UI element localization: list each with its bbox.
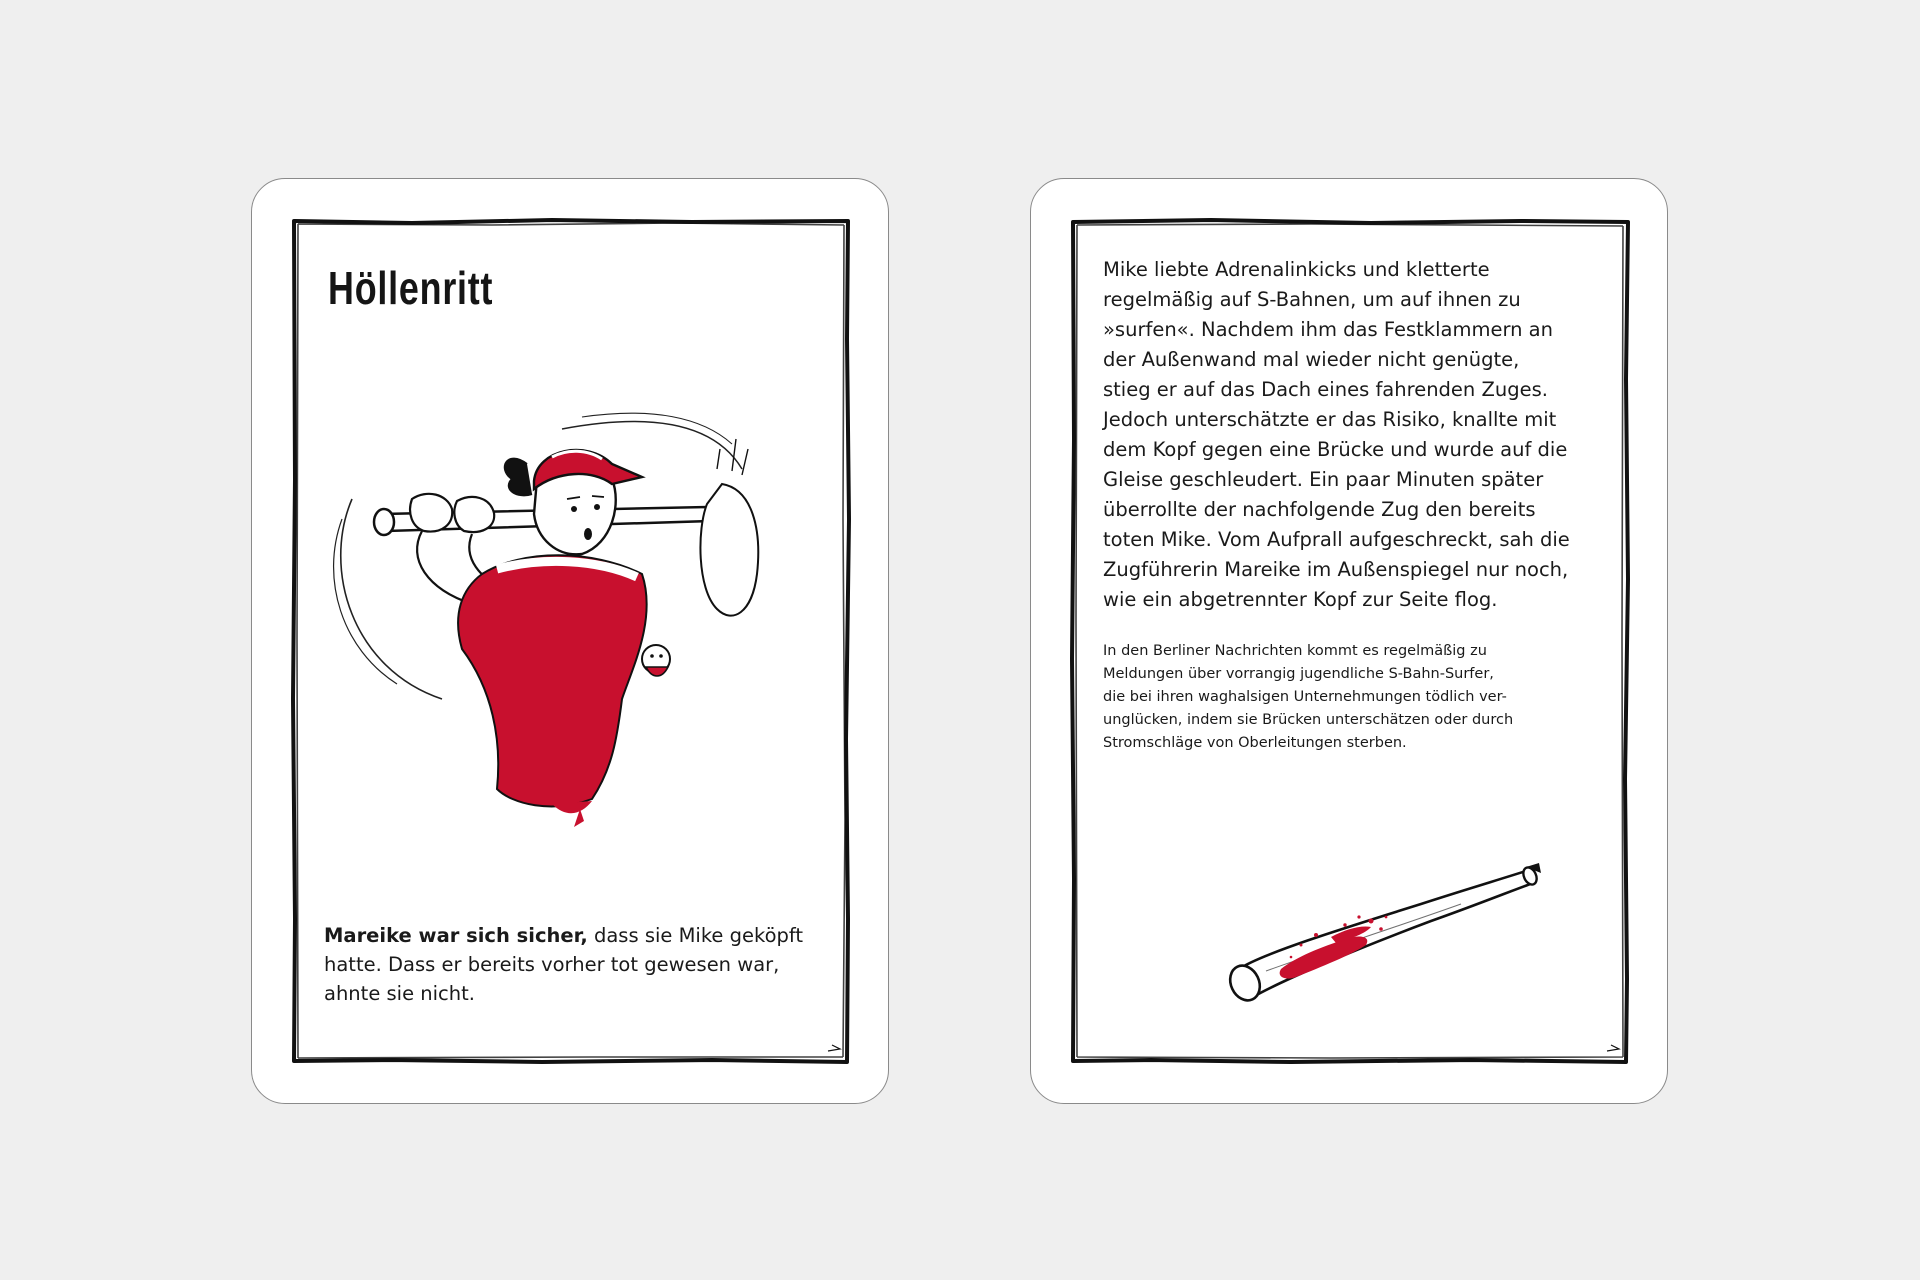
note-line: Meldungen über vorrangig jugendliche S-Bahn-Surfer,	[1103, 666, 1494, 682]
story-text	[1103, 255, 1613, 615]
note-line: Stromschläge von Oberleitungen sterben.	[1103, 735, 1407, 751]
caption-text: dass sie Mike geköpft hatte. Dass er bereits vorher tot gewesen war, ahnte sie nicht.	[324, 924, 804, 1005]
caption-bold: Mareike war sich sicher,	[324, 924, 588, 947]
note-line: In den Berliner Nachrichten kommt es regelmäßig zu	[1103, 643, 1487, 659]
front-card-frame	[292, 219, 850, 1063]
note-line: die bei ihren waghalsigen Unternehmungen tödlich ver-	[1103, 689, 1507, 705]
card-caption	[324, 921, 824, 1008]
baseball-batter-illustration-icon	[312, 409, 832, 839]
story-line: toten Mike. Vom Aufprall aufgeschreckt, sah die	[1103, 528, 1570, 551]
note-line: unglücken, indem sie Brücken unterschätzen oder durch	[1103, 712, 1514, 728]
back-card	[1030, 178, 1668, 1104]
story-line: regelmäßig auf S-Bahnen, um auf ihnen zu	[1103, 288, 1521, 311]
story-line: der Außenwand mal wieder nicht genügte,	[1103, 348, 1520, 371]
story-line: »surfen«. Nachdem ihm das Festklammern an	[1103, 318, 1553, 341]
story-line: stieg er auf das Dach eines fahrenden Zuges.	[1103, 378, 1548, 401]
front-card	[251, 178, 889, 1104]
story-line: Mike liebte Adrenalinkicks und kletterte	[1103, 258, 1490, 281]
card-title: Höllenritt	[328, 262, 494, 314]
bloody-baseball-bat-icon	[1221, 859, 1551, 1009]
story-line: Jedoch unterschätzte er das Risiko, knallte mit	[1103, 408, 1557, 431]
story-line: wie ein abgetrennter Kopf zur Seite flog.	[1103, 588, 1498, 611]
story-line: Zugführerin Mareike im Außenspiegel nur noch,	[1103, 558, 1569, 581]
story-line: Gleise geschleudert. Ein paar Minuten später	[1103, 468, 1544, 491]
story-line: überrollte der nachfolgende Zug den bereits	[1103, 498, 1536, 521]
news-note	[1103, 640, 1613, 755]
back-card-frame	[1071, 219, 1629, 1063]
story-line: dem Kopf gegen eine Brücke und wurde auf die	[1103, 438, 1568, 461]
